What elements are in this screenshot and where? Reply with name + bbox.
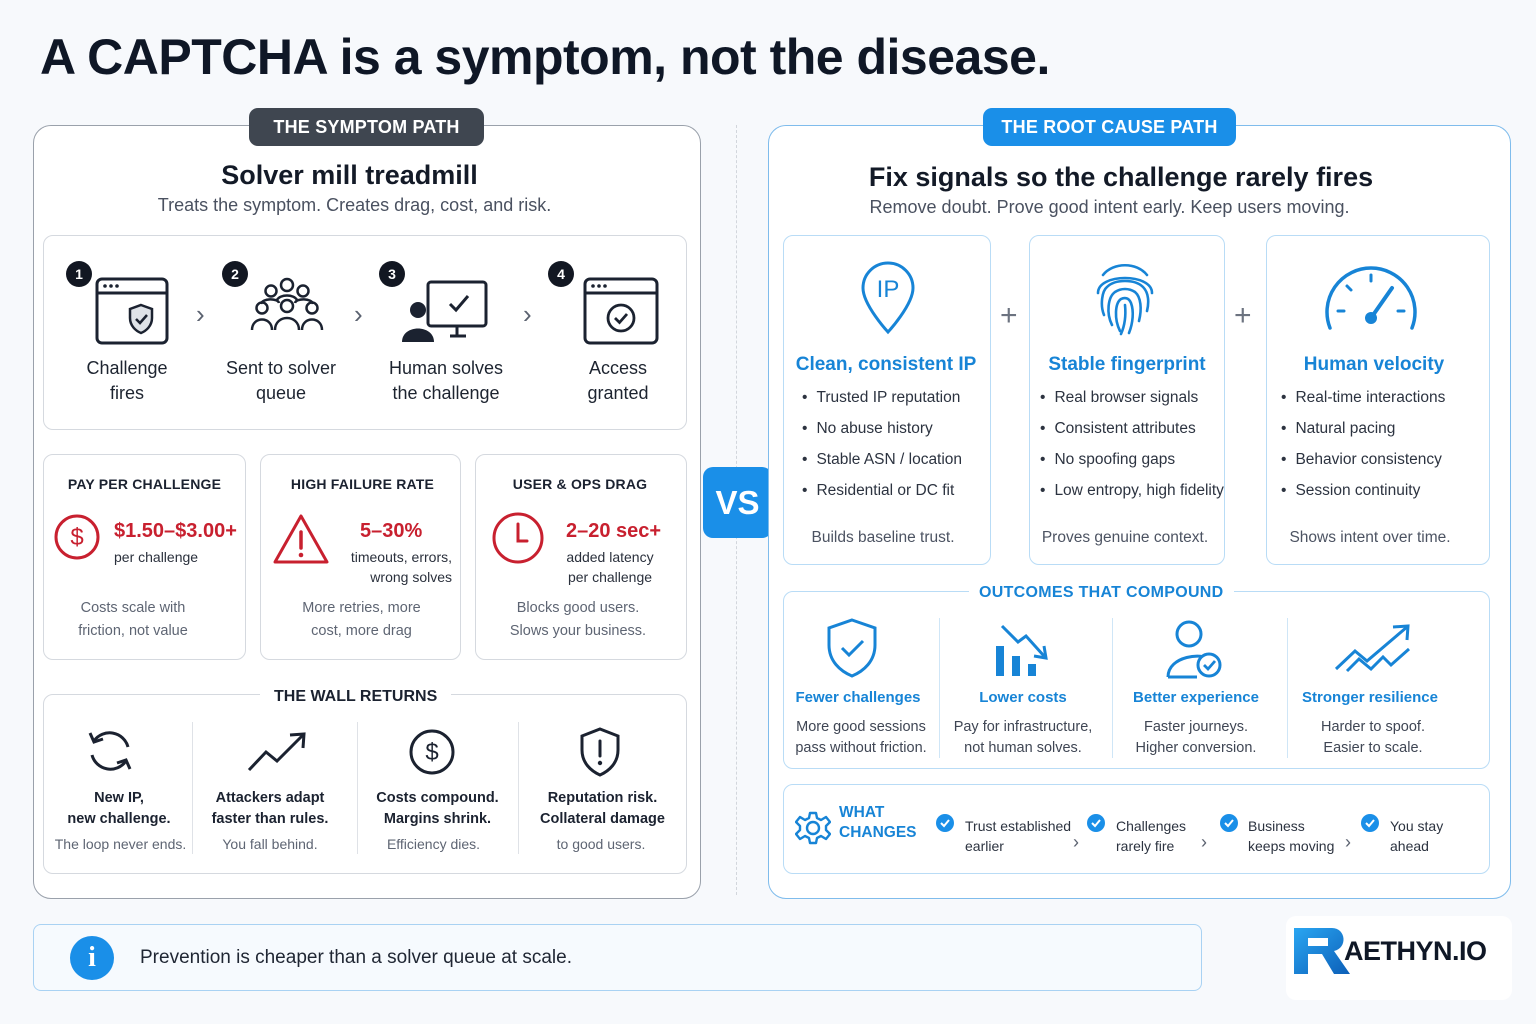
check-icon [1361,814,1379,832]
divider [1287,618,1288,758]
symptom-heading: Solver mill treadmill [221,160,478,190]
wall-item-title: Costs compound. Margins shrink. [376,790,499,827]
wall-item-footnote: Efficiency dies. [386,836,481,852]
divider [518,722,519,854]
clock-icon [491,511,545,565]
step-label: Human solves the challenge [388,358,504,403]
outcome-title: Lower costs [979,689,1067,706]
warning-icon [272,512,330,566]
info-icon: i [70,936,114,980]
divider [357,722,358,854]
trend-up-icon [1333,623,1413,675]
browser-check-icon [583,277,659,345]
step-number: 2 [222,261,248,287]
dollar-icon [53,513,101,561]
change-item: Business keeps moving [1248,818,1335,854]
ip-badge-text: IP [876,276,900,303]
divider [939,618,940,758]
signal-item: • Low entropy, high fidelity [1040,475,1224,506]
logo-text: AETHYN.IO [1344,936,1487,966]
chevron-right-icon: › [1345,832,1351,852]
browser-shield-icon [95,277,169,345]
plus-sign: + [1000,299,1018,332]
shield-check-icon [825,617,879,679]
svg-text:$: $ [425,739,439,766]
gauge-icon [1322,264,1420,332]
divider [1112,618,1113,758]
wall-item-footnote: to good users. [556,836,646,852]
wall-item-title: New IP, new challenge. [67,790,171,827]
signal-list [1281,382,1445,506]
signal-footnote: Proves genuine context. [1041,529,1209,546]
change-item: You stay ahead [1390,818,1444,854]
signal-item: • Real-time interactions [1281,382,1445,413]
signal-item: • Stable ASN / location [802,444,962,475]
symptom-subheading: Treats the symptom. Creates drag, cost, and risk. [157,195,552,215]
signal-item: • Natural pacing [1281,413,1445,444]
stat-heading: PAY PER CHALLENGE [67,476,222,492]
change-item: Trust established earlier [965,818,1072,854]
people-group-icon [250,276,324,338]
chevron-right-icon: › [354,299,363,329]
outcome-description: Pay for infrastructure, not human solves. [953,719,1093,756]
step-label: Access granted [587,358,649,403]
root-subheading: Remove doubt. Prove good intent early. Keep users moving. [869,197,1350,217]
signal-item: • Residential or DC fit [802,475,962,506]
signal-title: Clean, consistent IP [795,354,977,375]
chevron-right-icon: › [196,299,205,329]
outcome-description: Faster journeys. Higher conversion. [1135,719,1257,756]
signal-footnote: Shows intent over time. [1289,529,1451,546]
signal-item: • No abuse history [802,413,962,444]
root-heading: Fix signals so the challenge rarely fires [868,162,1374,192]
bar-chart-down-icon [992,622,1052,678]
ip-pin-icon [859,259,917,335]
wall-title: THE WALL RETURNS [260,688,451,706]
divider [192,722,193,854]
wall-item-footnote: The loop never ends. [54,836,187,852]
stat-detail: per challenge [114,549,199,565]
chevron-right-icon: › [1073,832,1079,852]
signal-item: • No spoofing gaps [1040,444,1224,475]
fingerprint-icon [1093,259,1157,337]
check-icon [1087,814,1105,832]
stat-footnote: Costs scale with friction, not value [78,600,188,639]
wall-item-title: Attackers adapt faster than rules. [211,790,329,827]
signal-list [802,382,962,506]
what-changes-title: WHAT CHANGES [839,804,917,841]
plus-sign: + [1234,299,1252,332]
chevron-right-icon: › [523,299,532,329]
outcome-title: Better experience [1133,689,1259,706]
page-title: A CAPTCHA is a symptom, not the disease. [40,29,1050,85]
stat-value: 2–20 sec+ [566,520,662,542]
stat-heading: USER & OPS DRAG [512,476,648,492]
signal-footnote: Builds baseline trust. [811,529,955,546]
signal-item: • Session continuity [1281,475,1445,506]
outcome-title: Stronger resilience [1302,689,1438,706]
signal-item: • Trusted IP reputation [802,382,962,413]
wall-item-footnote: You fall behind. [222,836,318,852]
stat-heading: HIGH FAILURE RATE [290,476,435,492]
step-label: Challenge fires [86,358,168,403]
signal-title: Human velocity [1303,354,1445,375]
vs-badge: VS [703,467,772,538]
outcome-title: Fewer challenges [795,689,921,706]
svg-text:$: $ [70,524,84,551]
stat-detail: added latency per challenge [566,549,654,585]
root-cause-pill: THE ROOT CAUSE PATH [983,108,1236,146]
shield-alert-icon [578,726,622,778]
dollar-circle-icon [408,728,456,776]
check-icon [1220,814,1238,832]
logo-mark-icon [1292,926,1352,976]
person-monitor-icon [400,280,492,344]
signal-item: • Consistent attributes [1040,413,1224,444]
step-label: Sent to solver queue [225,358,337,403]
stat-value: $1.50–$3.00+ [114,520,237,542]
stat-footnote: Blocks good users. Slows your business. [509,600,647,639]
symptom-pill: THE SYMPTOM PATH [249,108,484,146]
change-item: Challenges rarely fire [1116,818,1187,854]
signal-list [1040,382,1224,506]
check-icon [936,814,954,832]
step-number: 3 [379,261,405,287]
chevron-right-icon: › [1201,832,1207,852]
stat-value: 5–30% [360,520,423,542]
signal-item: • Behavior consistency [1281,444,1445,475]
stat-footnote: More retries, more cost, more drag [302,600,421,639]
stat-detail: timeouts, errors, wrong solves [350,549,452,585]
signal-item: • Real browser signals [1040,382,1224,413]
refresh-icon [84,725,136,777]
outcome-description: Harder to spoof. Easier to scale. [1321,719,1425,756]
outcomes-heading: OUTCOMES THAT COMPOUND [969,584,1234,602]
bottom-callout-text: Prevention is cheaper than a solver queue at scale. [140,947,572,968]
step-number: 4 [548,261,574,287]
outcome-description: More good sessions pass without friction. [795,719,927,756]
user-check-icon [1165,619,1223,681]
step-number: 1 [66,261,92,287]
gear-icon [795,810,831,846]
trend-up-icon [246,730,308,774]
signal-title: Stable fingerprint [1048,354,1206,375]
wall-item-title: Reputation risk. Collateral damage [540,790,665,827]
